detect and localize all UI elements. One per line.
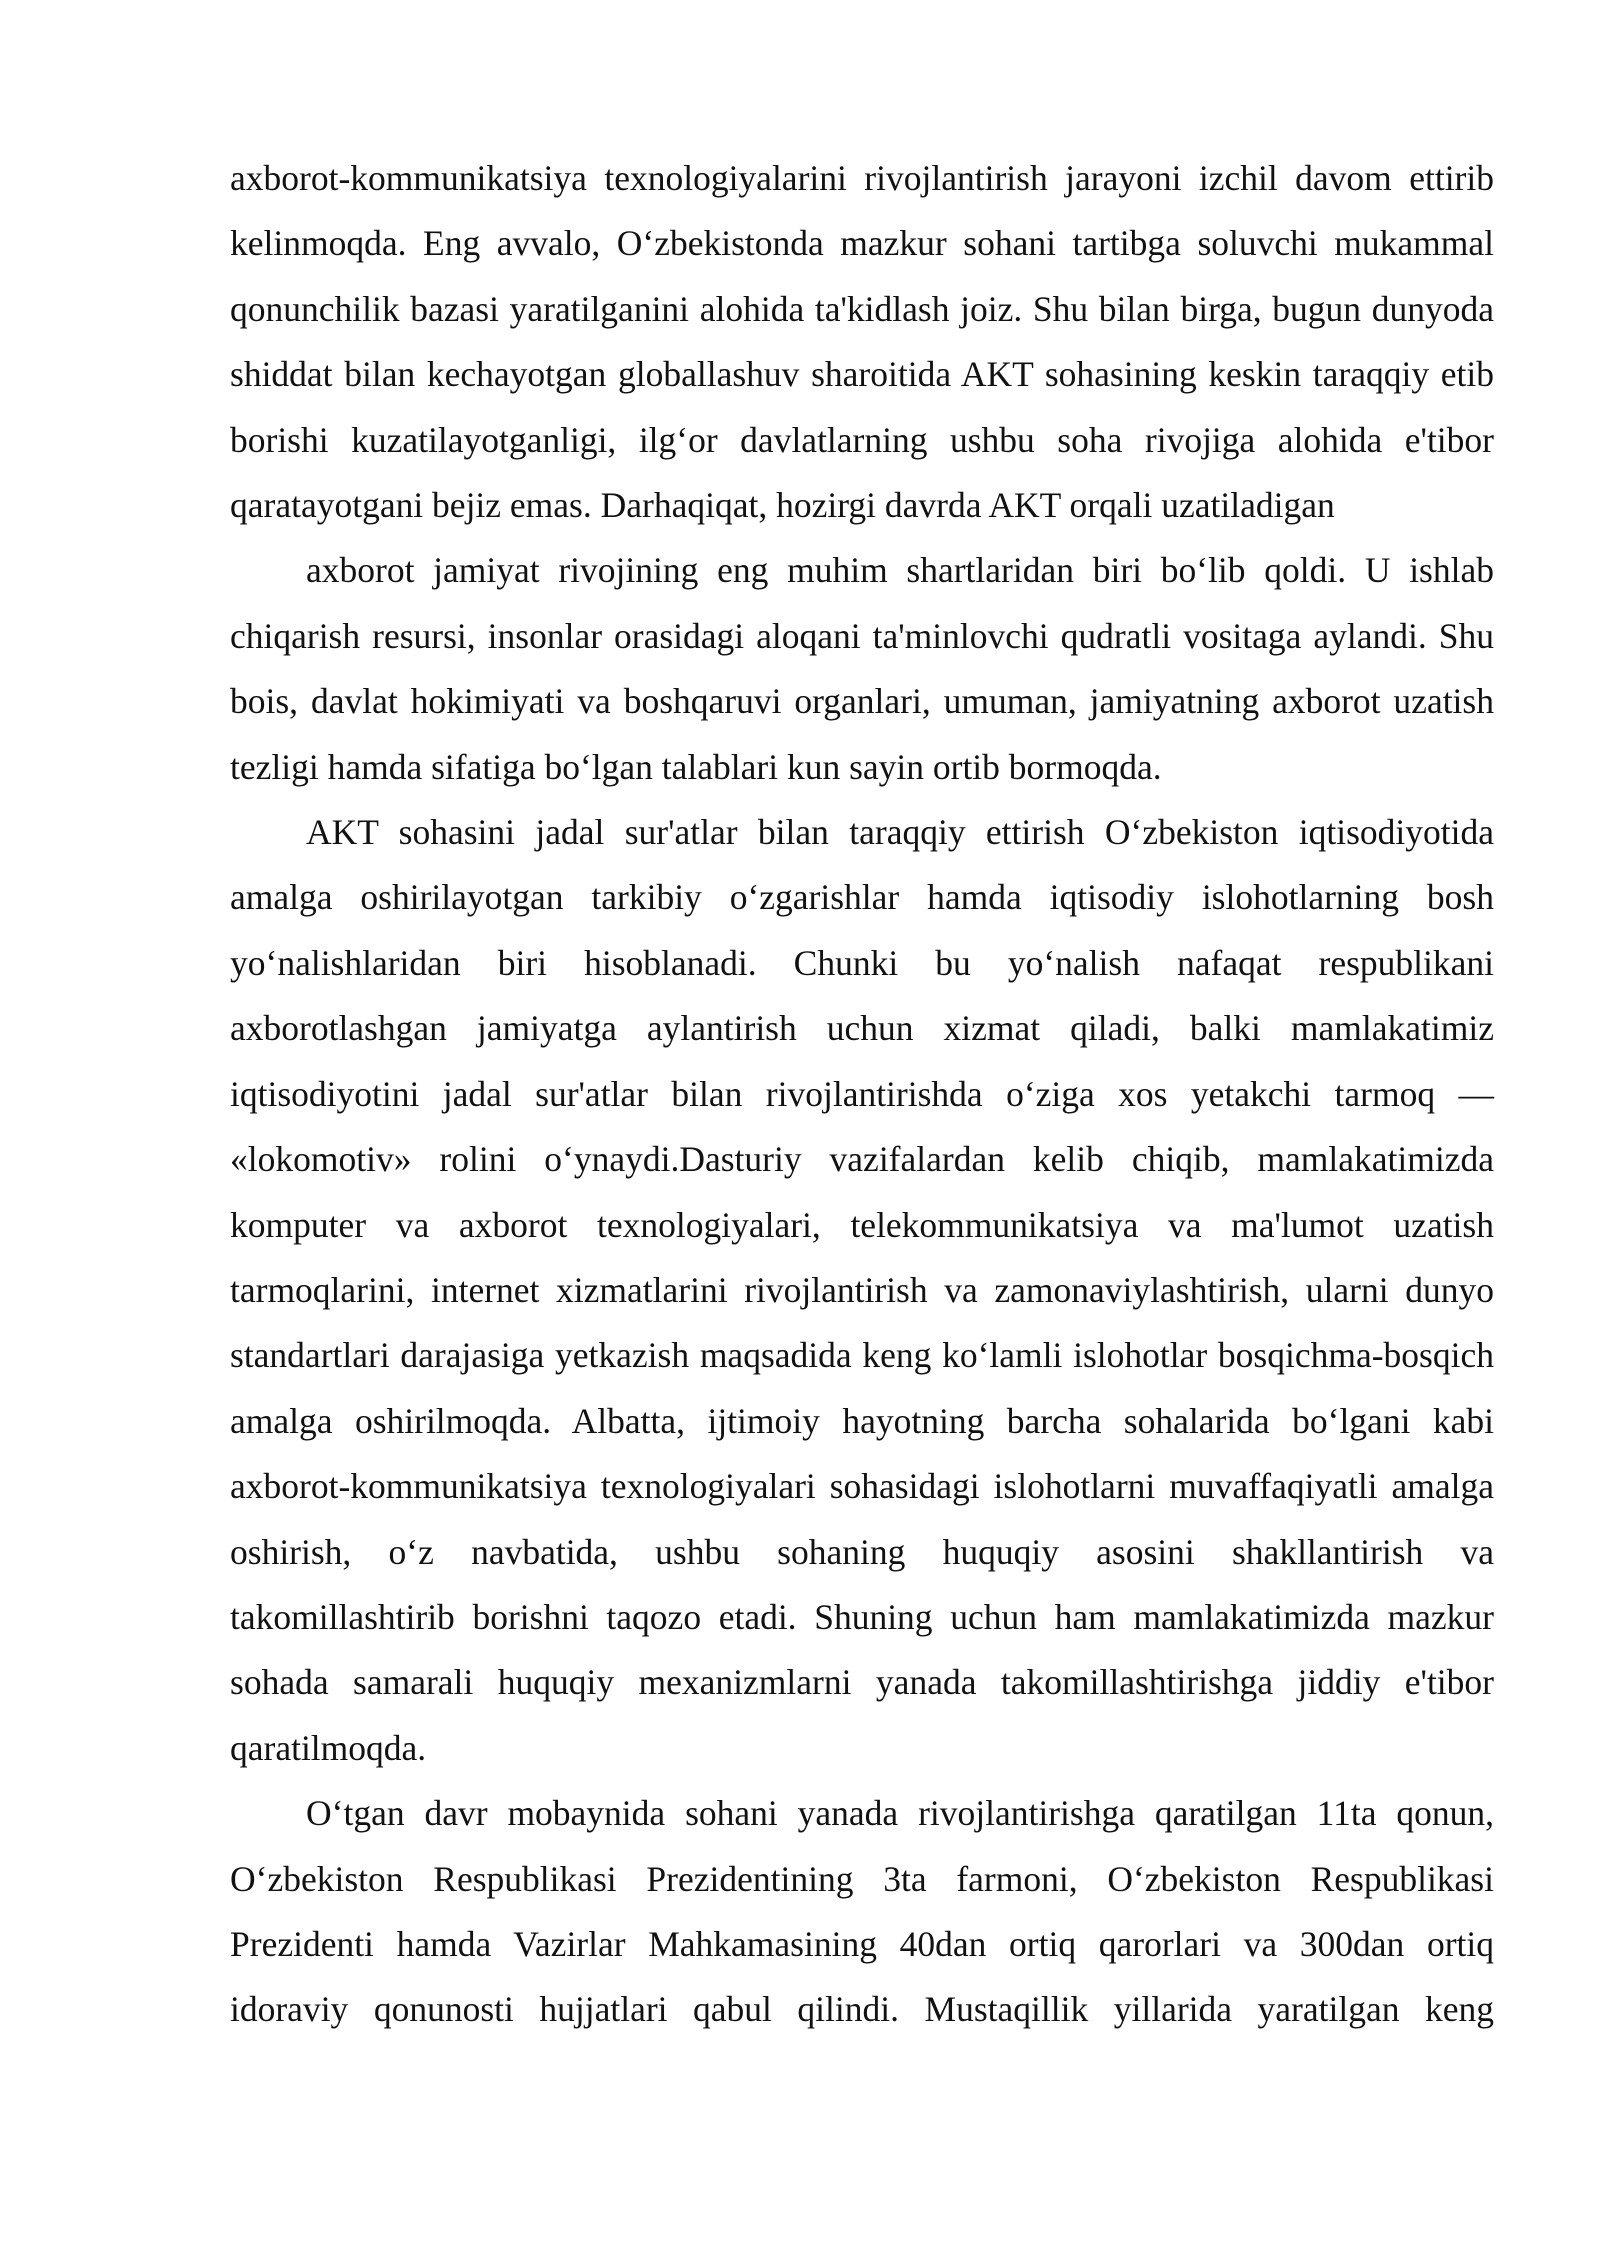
paragraph-2: axborot jamiyat rivojining eng muhim shartlaridan biri bo‘lib qoldi. U ishlab chiqarish resursi, insonlar orasidagi aloqani ta'minlovchi qudratli vositaga aylandi. Shu bois, davlat hokimiyati va boshqaruvi organlari, umuman, jamiyatning axborot uzatish tezligi hamda sifatiga bo‘lgan talablari kun sayin ortib bormoqda. bbox=[230, 550, 1494, 787]
paragraph-1: axborot-kommunikatsiya texnologiyalarini rivojlantirish jarayoni izchil davom ettirib kelinmoqda. Eng avvalo, O‘zbekistonda mazkur sohani tartibga soluvchi mukammal qonunchilik bazasi yaratilganini alohida ta'kidlash joiz. Shu bilan birga, bugun dunyoda shiddat bilan kechayotgan globallashuv sharoitida AKT sohasining keskin taraqqiy etib borishi kuzatilayotganligi, ilg‘or davlatlarning ushbu soha rivojiga alohida e'tibor qaratayotgani bejiz emas. Darhaqiqat, hozirgi davrda AKT orqali uzatiladigan bbox=[230, 158, 1494, 526]
paragraph-3: AKT sohasini jadal sur'atlar bilan taraqqiy ettirish O‘zbekiston iqtisodiyotida amalga oshirilayotgan tarkibiy o‘zgarishlar hamda iqtisodiy islohotlarning bosh yo‘nalishlaridan biri hisoblanadi. Chunki bu yo‘nalish nafaqat respublikani axborotlashgan jamiyatga aylantirish uchun xizmat qiladi, balki mamlakatimiz iqtisodiyotini jadal sur'atlar bilan rivojlantirishda o‘ziga xos yetakchi tarmoq — «lokomotiv» rolini o‘ynaydi.Dasturiy vazifalardan kelib chiqib, mamlakatimizda komputer va axborot texnologiyalari, telekommunikatsiya va ma'lumot uzatish tarmoqlarini, internet xizmatlarini rivojlantirish va zamonaviylashtirish, ularni dunyo standartlari darajasiga yetkazish maqsadida keng ko‘lamli islohotlar bosqichma-bosqich amalga oshirilmoqda. Albatta, ijtimoiy hayotning barcha sohalarida bo‘lgani kabi axborot-kommunikatsiya texnologiyalari sohasidagi islohotlarni muvaffaqiyatli amalga oshirish, o‘z navbatida, ushbu sohaning huquqiy asosini shakllantirish va takomillashtirib borishni taqozo etadi. Shuning uchun ham mamlakatimizda mazkur sohada samarali huquqiy mexanizmlarni yanada takomillashtirishga jiddiy e'tibor qaratilmoqda. bbox=[230, 812, 1494, 1768]
document-page bbox=[230, 146, 1494, 2043]
paragraph-4: O‘tgan davr mobaynida sohani yanada rivojlantirishga qaratilgan 11ta qonun, O‘zbekiston Respublikasi Prezidentining 3ta farmoni, O‘zbekiston Respublikasi Prezidenti hamda Vazirlar Mahkamasining 40dan ortiq qarorlari va 300dan ortiq idoraviy qonunosti hujjatlari qabul qilindi. Mustaqillik yillarida yaratilgan keng bbox=[230, 1793, 1494, 2030]
